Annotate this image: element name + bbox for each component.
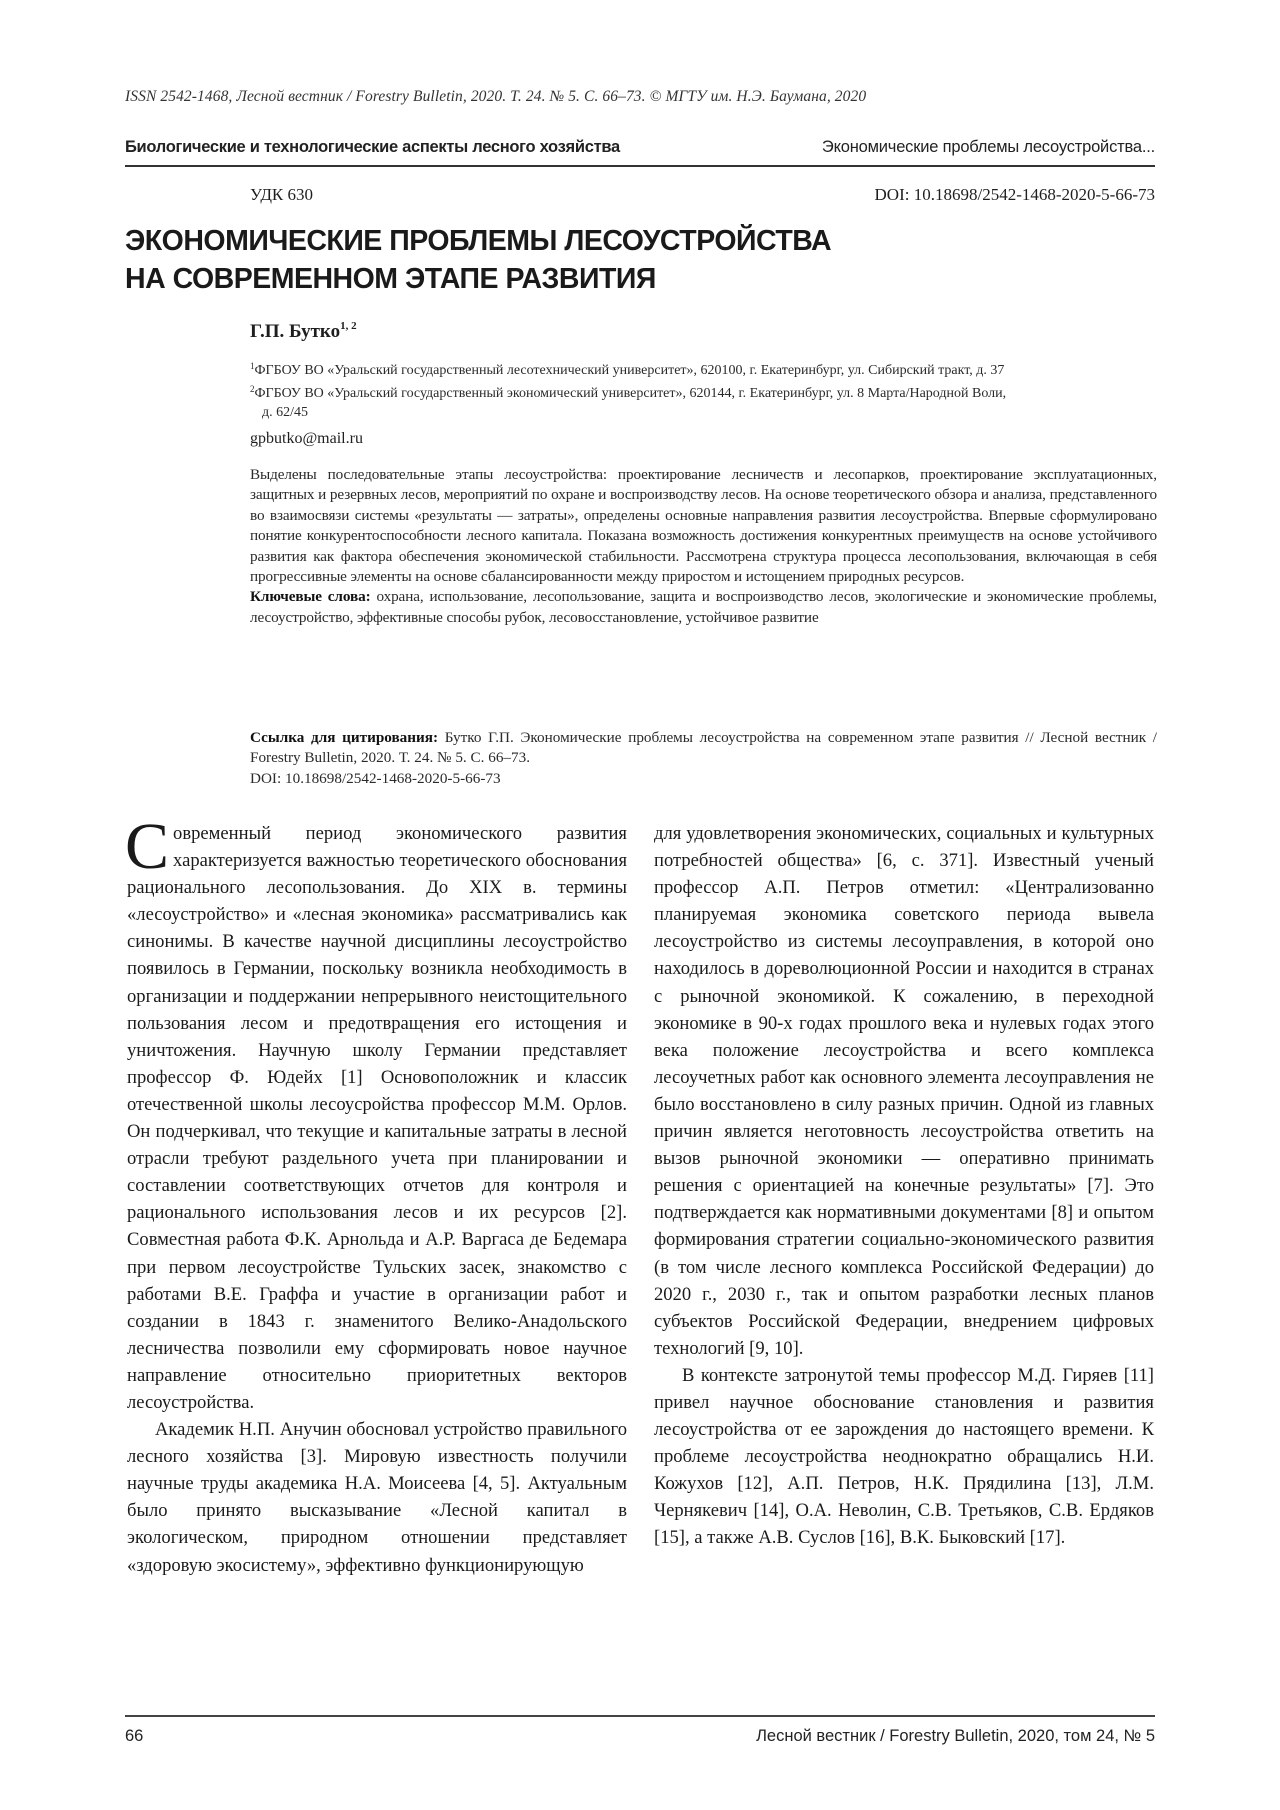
title-line-1: ЭКОНОМИЧЕСКИЕ ПРОБЛЕМЫ ЛЕСОУСТРОЙСТВА: [125, 225, 832, 257]
author: [250, 320, 357, 343]
body-column-right: [654, 820, 1154, 1552]
abstract-text: Выделены последовательные этапы лесоустройства: проектирование лесничеств и лесопарков, проектирование эксплуатационных, защитных и резервных лесов, мероприятий по охране и воспроизводству лесов. На основе теоретического обзора и анализа, представленного во взаимосвязи системы «результаты — затраты», определены основные направления развития лесоустройства. Впервые сформулировано понятие конкурентоспособности лесного капитала. Показана возможность достижения конкурентных преимуществ на основе устойчивого развития как фактора обеспечения экономической стабильности. Рассмотрена структура процесса лесопользования, включающая в себя прогрессивные элементы на основе сбалансированности между приростом и истощением природных ресурсов.: [250, 466, 1157, 586]
page-number: 66: [125, 1727, 144, 1745]
affil-text: ФГБОУ ВО «Уральский государственный экономический университет», 620144, г. Екатеринбург, ул. 8 Марта/Народной Воли,: [254, 386, 1007, 401]
affil-mark: 2: [250, 384, 255, 394]
affiliations: [250, 357, 1160, 422]
keywords-label: Ключевые слова:: [250, 588, 371, 606]
affil-text: ФГБОУ ВО «Уральский государственный лесотехнический университет», 620100, г. Екатеринбург, ул. Сибирский тракт, д. 37: [254, 363, 1005, 378]
short-article-title: Экономические проблемы лесоустройства...: [821, 138, 1155, 156]
running-head: ISSN 2542-1468, Лесной вестник / Forestry Bulletin, 2020. Т. 24. № 5. С. 66–73. © МГТУ им. Н.Э. Баумана, 2020: [125, 88, 867, 105]
page-footer: [125, 1727, 1155, 1746]
citation-label: Ссылка для цитирования:: [250, 729, 439, 746]
affiliation-2-cont: д. 62/45: [262, 405, 309, 420]
doi-header[interactable]: DOI: 10.18698/2542-1468-2020-5-66-73: [874, 185, 1155, 204]
affiliation-2: [250, 380, 1160, 403]
paragraph: Академик Н.П. Анучин обосновал устройство правильного лесного хозяйства [3]. Мировую известность получили научные труды академика Н.А. Моисеева [4, 5]. Актуальным было принято высказывание «Лесной капитал в экологическом, природном отношении представляет «здоровую экосистему», эффективно функционирующую: [127, 1419, 627, 1576]
author-name: Г.П. Бутко: [250, 321, 341, 342]
section-title: Биологические и технологические аспекты лесного хозяйства: [125, 138, 620, 156]
author-affil-marks: 1, 2: [340, 320, 357, 332]
footer-rule: [125, 1715, 1155, 1717]
paragraph: [125, 810, 627, 1416]
paragraph-text: овременный период экономического развития характеризуется важностью теоретического обоснования рационального лесопользования. До XIX в. термины «лесоустройство» и «лесная экономика» рассматривались как синонимы. В качестве научной дисциплины лесоустройство появилось в Германии, поскольку возникла необходимость в организации и поддержании непрерывного неистощительного пользования лесом и предотвращения его истощения и уничтожения. Научную школу Германии представляет профессор Ф. Юдейх [1] Основоположник и классик отечественной школы лесоусройства профессор М.М. Орлов. Он подчеркивал, что текущие и капитальные затраты в лесной отрасли требуют раздельного учета при планировании и составлении соответствующих отчетов для контроля и рационального использования лесов и их ресурсов [2]. Совместная работа Ф.К. Арнольда и А.Р. Варгаса де Бедемара при первом лесоустройстве Тульских засек, знакомство с работами В.Е. Граффа и участие в организации работ и создании в 1843 г. знаменитого Велико-Анадольского лесничества позволили ему сформировать новое научное направление относительно приоритетных векторов лесоустройства.: [127, 823, 627, 1413]
affil-mark: 1: [250, 361, 255, 371]
keywords-text: охрана, использование, лесопользование, защита и воспроизводство лесов, экологические и экономические проблемы, лесоустройство, эффективные способы рубок, лесовосстановление, устойчивое развитие: [250, 588, 1158, 626]
title-line-2: НА СОВРЕМЕННОМ ЭТАПЕ РАЗВИТИЯ: [125, 263, 656, 295]
citation-doi[interactable]: DOI: 10.18698/2542-1468-2020-5-66-73: [250, 769, 501, 787]
abstract: [250, 465, 1157, 628]
affiliation-1: [250, 357, 1160, 380]
body-column-left: [125, 810, 627, 1579]
citation-block: [250, 728, 1157, 789]
header-rule: [125, 165, 1155, 167]
author-email[interactable]: gpbutko@mail.ru: [250, 430, 363, 447]
drop-cap: С: [125, 810, 170, 883]
udk-code: УДК 630: [250, 185, 314, 204]
paragraph: В контексте затронутой темы профессор М.Д. Гиряев [11] привел научное обоснование становления и развития лесоустройства от ее зарождения до настоящего времени. К проблеме лесоустройства неоднократно обращались Н.И. Кожухов [12], А.П. Петров, Н.К. Прядилина [13], Л.М. Чернякевич [14], О.А. Неволин, С.В. Третьяков, С.В. Ердяков [15], а также А.В. Суслов [16], В.К. Быковский [17].: [654, 1364, 1154, 1549]
article-title: [125, 222, 831, 298]
citation-text: Бутко Г.П. Экономические проблемы лесоустройства на современном этапе развития // Лесной вестник / Forestry Bulletin, 2020. Т. 24. № 5. С. 66–73.: [250, 729, 1157, 767]
journal-info: Лесной вестник / Forestry Bulletin, 2020, том 24, № 5: [756, 1727, 1155, 1745]
section-header: [125, 138, 1155, 157]
paragraph: для удовлетворения экономических, социальных и культурных потребностей общества» [6, с. 371]. Известный ученый профессор А.П. Петров отметил: «Централизованно планируемая экономика советского периода вывела лесоустройство из системы лесоуправления, в которой оно находилось в дореволюционной России и находится в странах с рыночной экономикой. К сожалению, в переходной экономике в 90-х годах прошлого века и нулевых годах этого века положение лесоустройства и всего комплекса лесоучетных работ как основного элемента лесоуправления не было восстановлено в силу разных причин. Одной из главных причин является неготовность лесоустройства ответить на вызов рыночной экономики — оперативно принимать решения с ориентацией на конечные результаты» [7]. Это подтверждается как нормативными документами [8] и опытом формирования стратегии социально-экономического развития (в том числе лесного комплекса Российской Федерации) до 2020 г., 2030 г., так и опытом разработки лесных планов субъектов Российской Федерации, внедрением цифровых технологий [9, 10].: [654, 823, 1154, 1359]
